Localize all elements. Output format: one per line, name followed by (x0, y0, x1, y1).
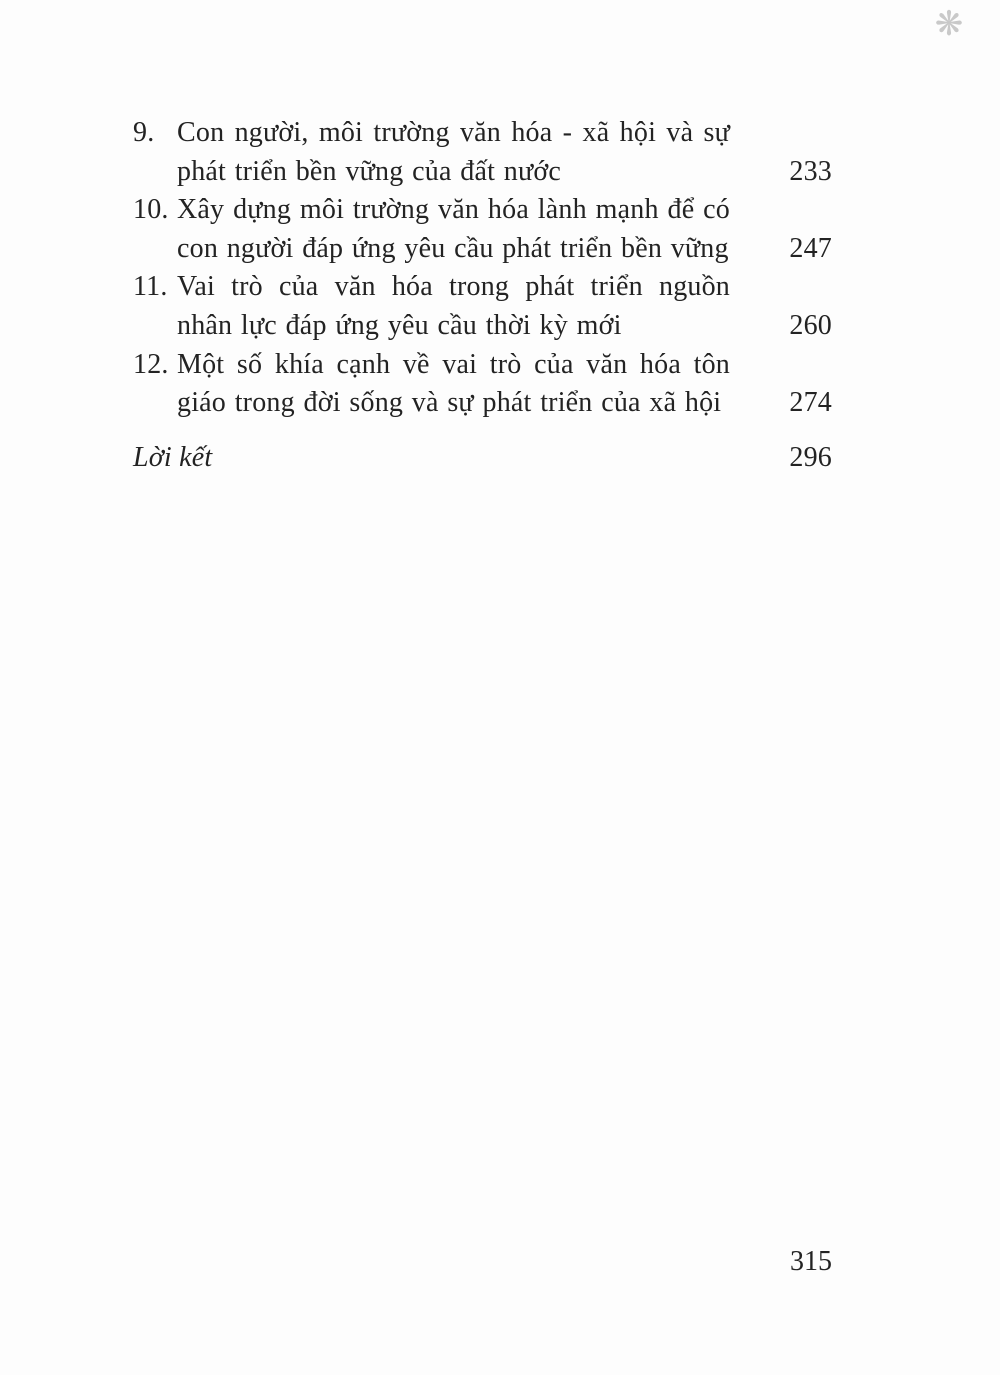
toc-entry-row (133, 346, 832, 423)
toc-entry-row (133, 268, 832, 345)
entry-title-line2: giáo trong đời sống và sự phát triển của xã hội (177, 387, 722, 419)
toc-entry (133, 346, 832, 423)
entry-title (177, 346, 730, 423)
entry-title (177, 268, 730, 345)
entry-title-line1: Xây dựng môi trường văn hóa lành mạnh để có (177, 194, 730, 226)
entry-title-line1: Một số khía cạnh về vai trò của văn hóa tôn (177, 348, 730, 380)
footer-entry-page-number: 296 (789, 441, 832, 473)
table-of-contents (133, 114, 832, 477)
toc-entry (133, 268, 832, 345)
toc-entry (133, 191, 832, 268)
toc-footer-entry (133, 439, 832, 478)
entry-title-line1: Vai trò của văn hóa trong phát triển nguồn (177, 271, 730, 303)
entry-title-line1: Con người, môi trường văn hóa - xã hội và sự (177, 117, 730, 148)
toc-entry-row (133, 114, 832, 191)
entry-number: 10. (133, 194, 169, 226)
entry-title-line2: con người đáp ứng yêu cầu phát triển bền vững (177, 232, 729, 264)
entry-title (177, 191, 730, 268)
entry-title-line2: phát triển bền vững của đất nước (177, 155, 561, 187)
entry-title-line2: nhân lực đáp ứng yêu cầu thời kỳ mới (177, 309, 622, 341)
entry-title (177, 114, 730, 191)
entry-number: 12. (133, 348, 169, 380)
entry-number: 9. (133, 117, 155, 148)
page-number: 315 (790, 1246, 832, 1277)
entry-page-number: 260 (789, 309, 832, 341)
toc-entry (133, 114, 832, 191)
toc-entry-row (133, 191, 832, 268)
entry-page-number: 233 (789, 155, 832, 187)
entry-page-number: 274 (789, 387, 832, 419)
entry-page-number: 247 (789, 232, 832, 264)
flower-ornament-icon: ❋ (934, 4, 964, 44)
entry-number: 11. (133, 271, 168, 303)
footer-entry-label: Lời kết (133, 441, 213, 473)
